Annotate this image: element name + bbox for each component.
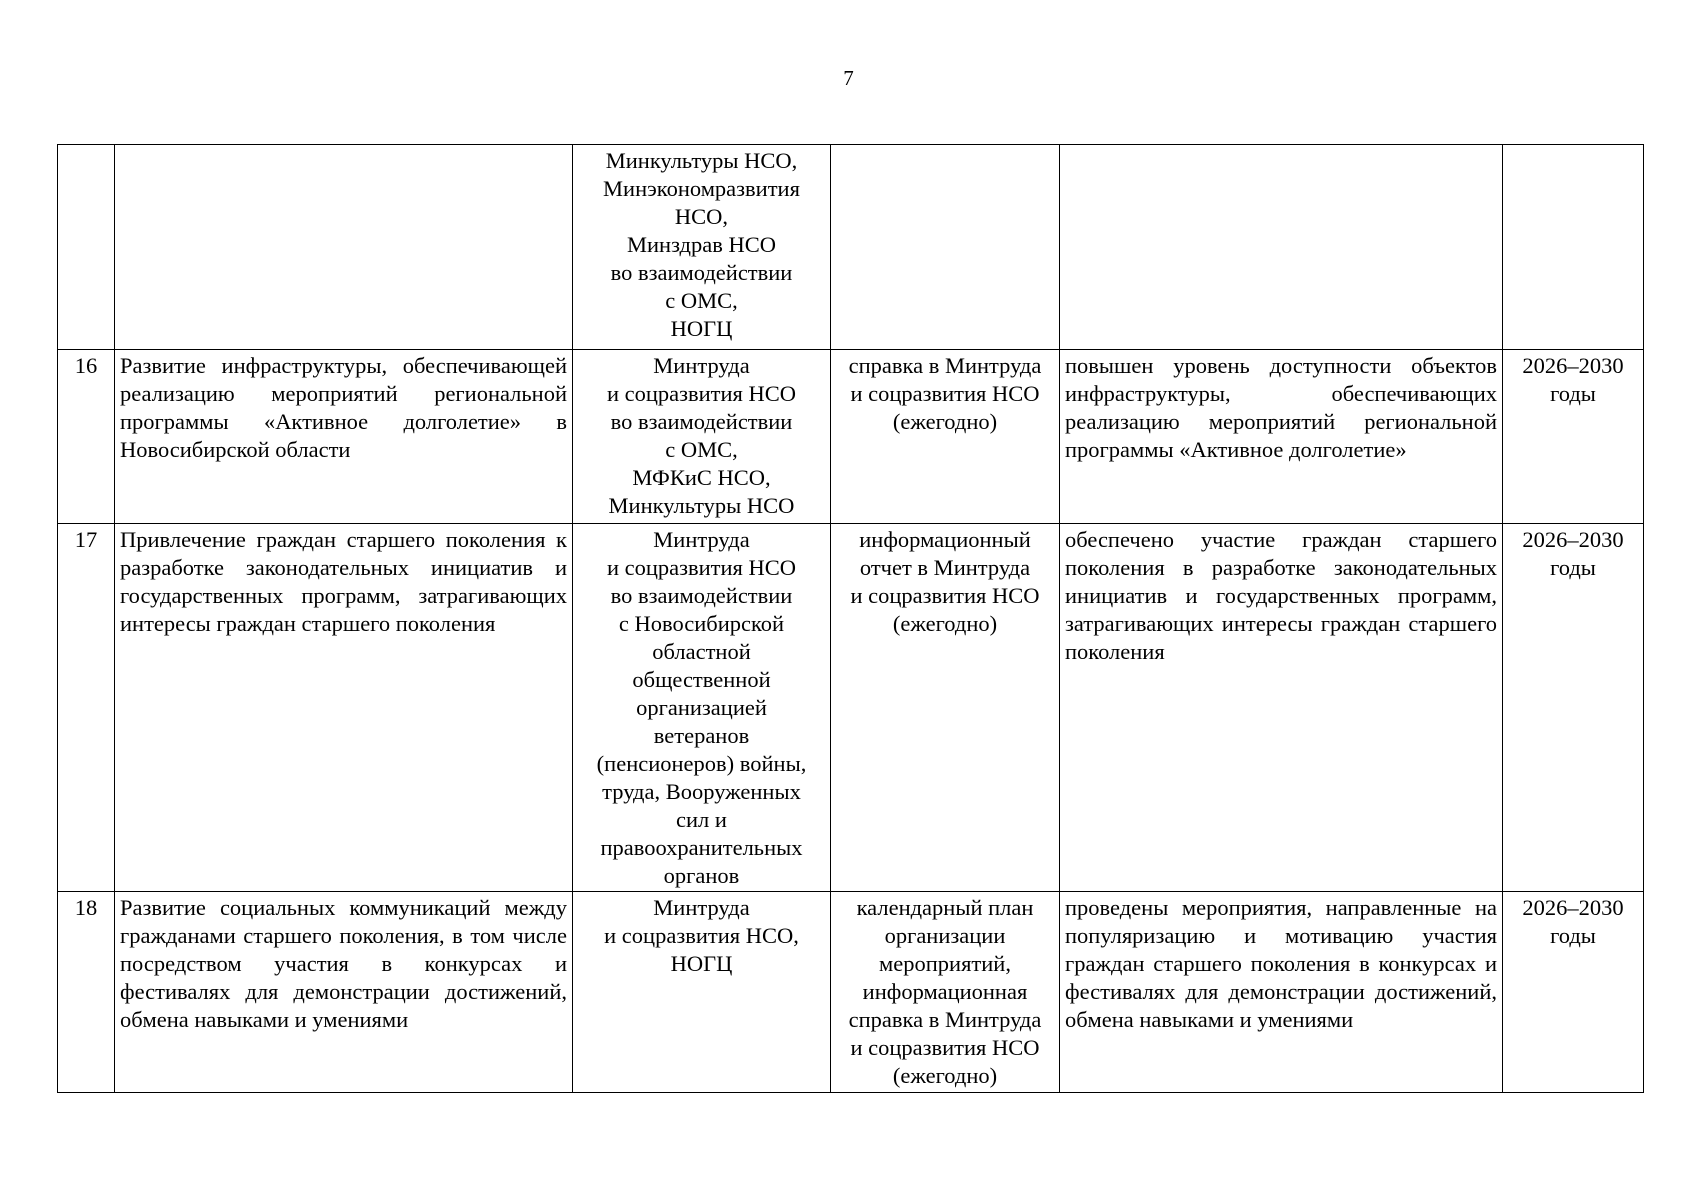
executor-line: с Новосибирской bbox=[618, 611, 785, 636]
executor-line: труда, Вооруженных bbox=[602, 779, 801, 804]
row-number-cell: 16 bbox=[58, 350, 115, 524]
executor-line: НОГЦ bbox=[670, 951, 733, 976]
row-number-cell: 17 bbox=[58, 524, 115, 892]
table-row bbox=[58, 524, 1644, 892]
table-row bbox=[58, 892, 1644, 1093]
period-cell: 2026–2030 годы bbox=[1503, 524, 1644, 892]
executor-line: и соцразвития НСО, bbox=[604, 923, 799, 948]
document-line: мероприятий, bbox=[879, 951, 1011, 976]
document-line: и соцразвития НСО bbox=[850, 583, 1040, 608]
result-cell: повышен уровень доступности объектов инфраструктуры, обеспечивающих реализацию мероприятий региональной программы «Активное долголетие» bbox=[1060, 350, 1503, 524]
executor-line: ветеранов bbox=[653, 723, 750, 748]
executor-line: Минтруда bbox=[653, 895, 750, 920]
activity-cell: Развитие социальных коммуникаций между гражданами старшего поколения, в том числе посредством участия в конкурсах и фестивалях для демонстрации достижений, обмена навыками и умениями bbox=[115, 892, 573, 1093]
document-cell bbox=[831, 350, 1060, 524]
executor-line: во взаимодействии bbox=[610, 260, 793, 285]
executor-line: Минэкономразвития bbox=[603, 176, 800, 201]
document-cell bbox=[831, 892, 1060, 1093]
executors-cell bbox=[573, 892, 831, 1093]
executor-line: НОГЦ bbox=[670, 316, 733, 341]
activity-cell: Развитие инфраструктуры, обеспечивающей реализацию мероприятий региональной программы «Активное долголетие» в Новосибирской области bbox=[115, 350, 573, 524]
period-cell bbox=[1503, 145, 1644, 350]
executor-line: общественной bbox=[632, 667, 771, 692]
executor-line: Минздрав НСО bbox=[626, 232, 776, 257]
measures-table bbox=[57, 144, 1644, 1093]
document-cell bbox=[831, 145, 1060, 350]
document-line: отчет в Минтруда bbox=[859, 555, 1031, 580]
document-line: информационный bbox=[859, 527, 1031, 552]
document-line: (ежегодно) bbox=[892, 611, 998, 636]
executor-line: Минкультуры НСО, bbox=[605, 148, 798, 173]
document-line: (ежегодно) bbox=[892, 409, 998, 434]
document-line: (ежегодно) bbox=[892, 1063, 998, 1088]
executor-line: правоохранительных bbox=[600, 835, 803, 860]
executor-line: во взаимодействии bbox=[610, 409, 793, 434]
table-row bbox=[58, 145, 1644, 350]
document-line: и соцразвития НСО bbox=[850, 1035, 1040, 1060]
document-line: справка в Минтруда bbox=[848, 1007, 1042, 1032]
executor-line: областной bbox=[652, 639, 751, 664]
document-line: и соцразвития НСО bbox=[850, 381, 1040, 406]
period-cell: 2026–2030 годы bbox=[1503, 892, 1644, 1093]
executor-line: НСО, bbox=[674, 204, 729, 229]
executors-cell bbox=[573, 145, 831, 350]
result-cell: проведены мероприятия, направленные на популяризацию и мотивацию участия граждан старшего поколения в конкурсах и фестивалях для демонстрации достижений, обмена навыками и умениями bbox=[1060, 892, 1503, 1093]
executor-line: Минкультуры НСО bbox=[608, 493, 795, 518]
document-cell bbox=[831, 524, 1060, 892]
document-line: календарный план bbox=[856, 895, 1034, 920]
period-cell: 2026–2030 годы bbox=[1503, 350, 1644, 524]
executor-line: (пенсионеров) войны, bbox=[596, 751, 807, 776]
executor-line: во взаимодействии bbox=[610, 583, 793, 608]
executor-line: сил и bbox=[676, 807, 727, 832]
document-line: информационная bbox=[862, 979, 1028, 1004]
executor-line: с ОМС, bbox=[665, 437, 738, 462]
page-number: 7 bbox=[843, 66, 854, 90]
executor-line: организацией bbox=[636, 695, 767, 720]
executor-line: и соцразвития НСО bbox=[606, 555, 797, 580]
document-line: справка в Минтруда bbox=[848, 353, 1042, 378]
executor-line: органов bbox=[663, 863, 740, 888]
row-number-cell bbox=[58, 145, 115, 350]
executor-line: МФКиС НСО, bbox=[632, 465, 771, 490]
result-cell: обеспечено участие граждан старшего поколения в разработке законодательных инициатив и государственных программ, затрагивающих интересы граждан старшего поколения bbox=[1060, 524, 1503, 892]
executors-cell bbox=[573, 524, 831, 892]
executor-line: с ОМС, bbox=[665, 288, 738, 313]
executor-line: Минтруда bbox=[653, 353, 750, 378]
document-line: организации bbox=[884, 923, 1006, 948]
table-row bbox=[58, 350, 1644, 524]
result-cell bbox=[1060, 145, 1503, 350]
executors-cell bbox=[573, 350, 831, 524]
activity-cell bbox=[115, 145, 573, 350]
executor-line: и соцразвития НСО bbox=[606, 381, 797, 406]
activity-cell: Привлечение граждан старшего поколения к разработке законодательных инициатив и государственных программ, затрагивающих интересы граждан старшего поколения bbox=[115, 524, 573, 892]
row-number-cell: 18 bbox=[58, 892, 115, 1093]
executor-line: Минтруда bbox=[653, 527, 750, 552]
